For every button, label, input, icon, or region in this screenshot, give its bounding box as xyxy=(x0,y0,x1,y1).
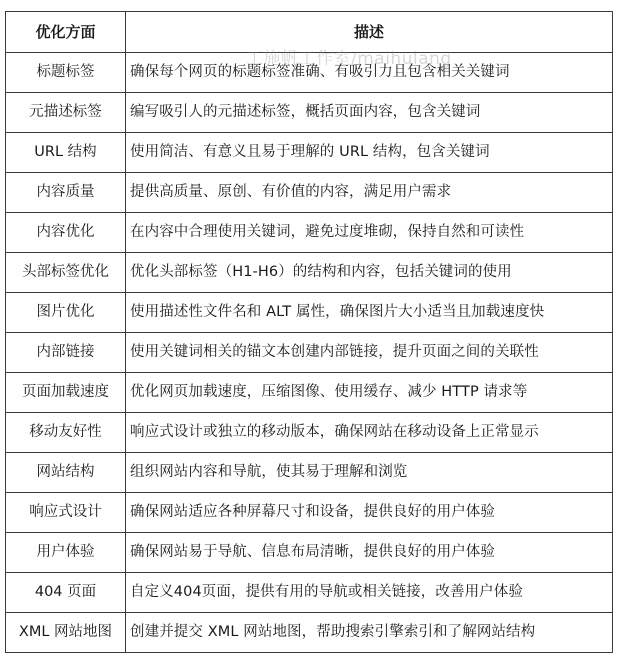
description-cell: 编写吸引人的元描述标签，概括页面内容，包含关键词 xyxy=(126,93,613,133)
description-cell: 在内容中合理使用关键词，避免过度堆砌，保持自然和可读性 xyxy=(126,213,613,253)
table-row xyxy=(6,213,613,253)
table-row xyxy=(6,173,613,213)
header-aspect: 优化方面 xyxy=(6,12,126,53)
description-cell: 响应式设计或独立的移动版本，确保网站在移动设备上正常显示 xyxy=(126,413,613,453)
aspect-cell: 标题标签 xyxy=(6,53,126,93)
description-cell: 自定义404页面，提供有用的导航或相关链接，改善用户体验 xyxy=(126,573,613,613)
aspect-cell: XML 网站地图 xyxy=(6,613,126,653)
table-row xyxy=(6,573,613,613)
description-cell: 使用描述性文件名和 ALT 属性，确保图片大小适当且加载速度快 xyxy=(126,293,613,333)
description-cell: 确保每个网页的标题标签准确、有吸引力且包含相关关键词 xyxy=(126,53,613,93)
aspect-cell: 元描述标签 xyxy=(6,93,126,133)
aspect-cell: 移动友好性 xyxy=(6,413,126,453)
aspect-cell: 图片优化 xyxy=(6,293,126,333)
aspect-cell: 响应式设计 xyxy=(6,493,126,533)
table-header-row xyxy=(6,12,613,53)
watermark-text: 工施帆工作室/maihulang xyxy=(246,49,452,69)
aspect-cell: 内容优化 xyxy=(6,213,126,253)
table-row xyxy=(6,93,613,133)
table-row xyxy=(6,453,613,493)
description-cell: 使用关键词相关的锚文本创建内部链接，提升页面之间的关联性 xyxy=(126,333,613,373)
description-cell: 提供高质量、原创、有价值的内容，满足用户需求 xyxy=(126,173,613,213)
description-cell: 组织网站内容和导航，使其易于理解和浏览 xyxy=(126,453,613,493)
table-row xyxy=(6,413,613,453)
description-cell: 确保网站适应各种屏幕尺寸和设备，提供良好的用户体验 xyxy=(126,493,613,533)
aspect-cell: URL 结构 xyxy=(6,133,126,173)
aspect-cell: 页面加载速度 xyxy=(6,373,126,413)
description-cell: 优化头部标签（H1-H6）的结构和内容，包括关键词的使用 xyxy=(126,253,613,293)
table-row xyxy=(6,253,613,293)
table-row xyxy=(6,53,613,93)
table-row xyxy=(6,533,613,573)
seo-optimization-table xyxy=(5,11,613,653)
table-row xyxy=(6,333,613,373)
description-cell: 创建并提交 XML 网站地图，帮助搜索引擎索引和了解网站结构 xyxy=(126,613,613,653)
aspect-cell: 用户体验 xyxy=(6,533,126,573)
aspect-cell: 内容质量 xyxy=(6,173,126,213)
aspect-cell: 头部标签优化 xyxy=(6,253,126,293)
table-row xyxy=(6,133,613,173)
aspect-cell: 内部链接 xyxy=(6,333,126,373)
header-description: 描述 xyxy=(126,12,613,53)
table-row xyxy=(6,613,613,653)
table-row xyxy=(6,373,613,413)
description-cell: 使用简洁、有意义且易于理解的 URL 结构，包含关键词 xyxy=(126,133,613,173)
aspect-cell: 404 页面 xyxy=(6,573,126,613)
description-cell: 确保网站易于导航、信息布局清晰，提供良好的用户体验 xyxy=(126,533,613,573)
description-cell: 优化网页加载速度，压缩图像、使用缓存、减少 HTTP 请求等 xyxy=(126,373,613,413)
aspect-cell: 网站结构 xyxy=(6,453,126,493)
table-row xyxy=(6,293,613,333)
table-row xyxy=(6,493,613,533)
